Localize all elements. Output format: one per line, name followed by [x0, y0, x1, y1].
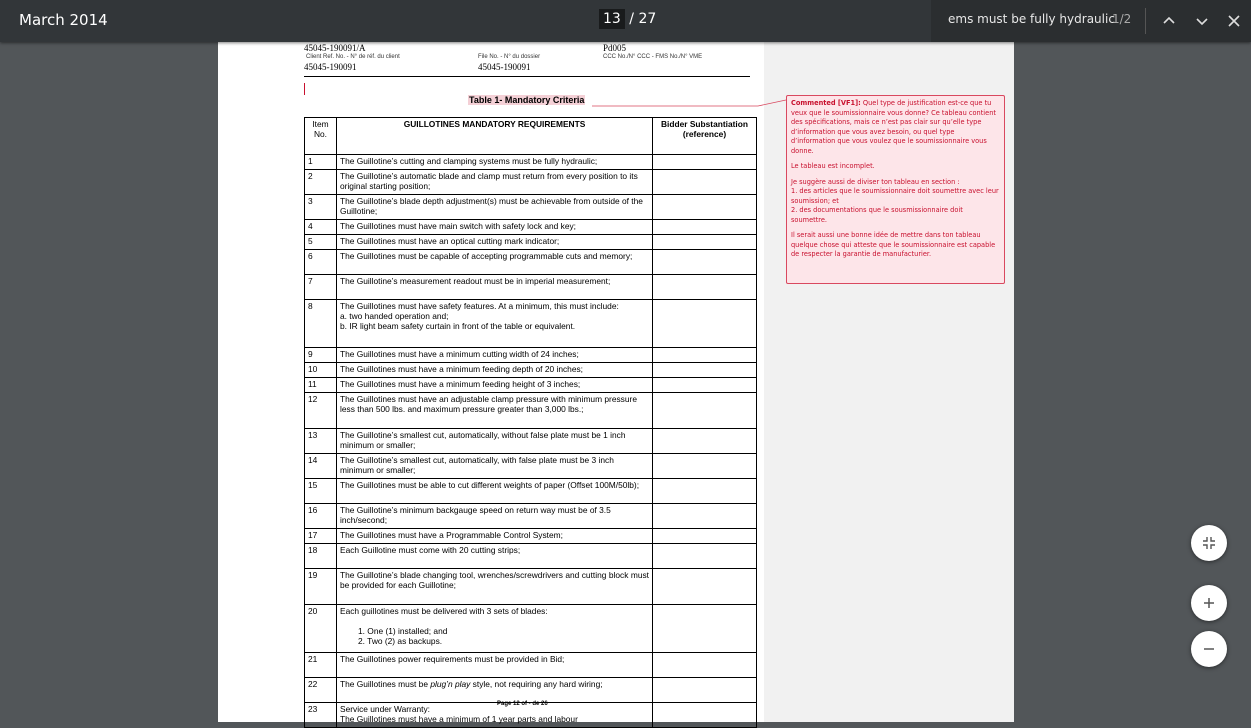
col-requirements-header: GUILLOTINES MANDATORY REQUIREMENTS — [337, 118, 653, 155]
bidder-substantiation-cell[interactable] — [653, 195, 757, 220]
requirement-main: The Guillotines power requirements must be provided in Bid; — [340, 654, 565, 664]
item-number: 6 — [305, 250, 337, 275]
item-number: 5 — [305, 235, 337, 250]
find-bar — [931, 0, 1251, 42]
bidder-substantiation-cell[interactable] — [653, 504, 757, 529]
zoom-in-button[interactable] — [1191, 585, 1227, 621]
requirement-main: The Guillotine’s blade changing tool, wrenches/screwdrivers and cutting block must be provided for each Guillotine; — [340, 570, 649, 591]
item-number: 21 — [305, 653, 337, 678]
bidder-substantiation-cell[interactable] — [653, 479, 757, 504]
zoom-out-icon — [1201, 641, 1217, 657]
bidder-substantiation-cell[interactable] — [653, 275, 757, 300]
item-number: 22 — [305, 678, 337, 703]
chevron-up-icon — [1161, 13, 1177, 29]
fit-to-page-button[interactable] — [1191, 525, 1227, 561]
table-row — [305, 678, 757, 703]
requirement-main: The Guillotine’s measurement readout must be in imperial measurement; — [340, 276, 611, 286]
requirement-text — [337, 529, 653, 544]
comment-paragraph-3a: Je suggère aussi de diviser ton tableau en section : — [791, 177, 960, 186]
comment-paragraph-3b: 1. des articles que le soumissionnaire doit soumettre avec leur soumission; et — [791, 187, 999, 205]
bidder-substantiation-cell[interactable] — [653, 605, 757, 653]
item-number: 9 — [305, 348, 337, 363]
comment-author: Commented [VF1]: — [791, 99, 861, 107]
requirement-main: The Guillotines must be able to cut different weights of paper (Offset 100M/50lb); — [340, 480, 640, 490]
requirement-main: The Guillotines must have a Programmable Control System; — [340, 530, 563, 540]
requirement-sub-b: 2. Two (2) as backups. — [358, 636, 443, 647]
requirement-text — [337, 363, 653, 378]
requirement-text — [337, 703, 653, 728]
item-number: 19 — [305, 569, 337, 605]
table-row — [305, 653, 757, 678]
requirement-italic: plug’n play — [430, 679, 471, 689]
page-indicator — [599, 9, 656, 29]
item-number: 4 — [305, 220, 337, 235]
requirement-sub-b: b. IR light beam safety curtain in front of the table or equivalent. — [340, 321, 576, 332]
bidder-substantiation-cell[interactable] — [653, 653, 757, 678]
fit-to-page-icon — [1201, 535, 1217, 551]
requirement-text — [337, 479, 653, 504]
requirement-main: The Guillotines must be — [340, 679, 431, 689]
bidder-substantiation-cell[interactable] — [653, 170, 757, 195]
table-row — [305, 605, 757, 653]
item-number: 7 — [305, 275, 337, 300]
bidder-substantiation-cell[interactable] — [653, 529, 757, 544]
requirement-text — [337, 275, 653, 300]
comment-paragraph-4: Il serait aussi une bonne idée de mettre dans ton tableau quelque chose qui atteste que le soumissionnaire est capable de respecter la garantie de manufacturier. — [791, 231, 996, 258]
requirement-text — [337, 235, 653, 250]
requirement-text — [337, 378, 653, 393]
item-number: 11 — [305, 378, 337, 393]
requirement-text — [337, 569, 653, 605]
bidder-substantiation-cell[interactable] — [653, 300, 757, 348]
table-caption: Table 1- Mandatory Criteria — [469, 95, 585, 105]
divider — [1145, 8, 1146, 34]
requirement-main: The Guillotines must have safety features. At a minimum, this must include: — [340, 301, 619, 311]
text-cursor — [304, 83, 305, 95]
requirement-text — [337, 429, 653, 454]
item-number: 14 — [305, 454, 337, 479]
table-row — [305, 544, 757, 569]
requirement-text — [337, 300, 653, 348]
page-footer: Page 12 of - de 26 — [497, 701, 548, 707]
table-row — [305, 170, 757, 195]
requirement-main: The Guillotine’s automatic blade and clamp must return from every position to its original starting position; — [340, 171, 638, 192]
requirement-text — [337, 504, 653, 529]
item-number: 15 — [305, 479, 337, 504]
table-row — [305, 275, 757, 300]
requirement-text — [337, 454, 653, 479]
col-bidder-header: Bidder Substantiation (reference) — [653, 118, 757, 155]
bidder-substantiation-cell[interactable] — [653, 678, 757, 703]
requirement-main: Service under Warranty: — [340, 704, 430, 714]
bidder-substantiation-cell[interactable] — [653, 250, 757, 275]
requirement-rest: style, not requiring any hard wiring; — [470, 679, 603, 689]
item-number: 20 — [305, 605, 337, 653]
bidder-substantiation-cell[interactable] — [653, 235, 757, 250]
requirement-main: Each Guillotine must come with 20 cutting strips; — [340, 545, 521, 555]
requirement-main: The Guillotine’s cutting and clamping systems must be fully hydraulic; — [340, 156, 598, 166]
bidder-substantiation-cell[interactable] — [653, 220, 757, 235]
ccc-label: CCC No./N° CCC - FMS No./N° VME — [603, 54, 703, 60]
find-match-count: 1/2 — [1112, 12, 1132, 26]
item-number: 23 — [305, 703, 337, 728]
requirement-text — [337, 155, 653, 170]
find-close-button[interactable] — [1221, 8, 1247, 34]
requirement-text — [337, 653, 653, 678]
table-row — [305, 393, 757, 429]
col-item-header: Item No. — [305, 118, 337, 155]
comment-paragraph-3c: 2. des documentations que le sousmissionnaire doit soumettre. — [791, 206, 963, 224]
table-row — [305, 479, 757, 504]
table-row — [305, 429, 757, 454]
client-ref-value-2: 45045-190091 — [304, 62, 357, 72]
table-row — [305, 195, 757, 220]
table-row — [305, 504, 757, 529]
requirement-text — [337, 220, 653, 235]
table-row — [305, 250, 757, 275]
table-row — [305, 378, 757, 393]
requirement-main: The Guillotines must have an optical cutting mark indicator; — [340, 236, 560, 246]
document-title: March 2014 — [19, 11, 108, 29]
viewer-toolbar — [0, 0, 1251, 42]
bidder-substantiation-cell[interactable] — [653, 155, 757, 170]
comment-paragraph-2: Le tableau est incomplet. — [791, 162, 875, 170]
client-ref-value: 45045-190091/A — [304, 43, 366, 53]
client-ref-label: Client Ref. No. - N° de réf. du client — [306, 54, 400, 60]
requirement-sub-a: 1. One (1) installed; and — [358, 626, 448, 637]
header-rule — [304, 76, 750, 77]
requirement-main: The Guillotines must be capable of accepting programmable cuts and memory; — [340, 251, 633, 261]
requirement-text — [337, 195, 653, 220]
comment-paragraph-1: Quel type de justification est-ce que tu veux que le soumissionnaire vous donne? Ce tableau contient des spécifications, mais ce n’est pas clair sur qu’elle type d’information que vous avez besoin, ou quel type d’information que vous voulez que le soumissionnaire vous donne. — [791, 99, 996, 155]
find-input[interactable]: ems must be fully hydraulic — [948, 12, 1115, 26]
requirements-table — [304, 117, 757, 728]
requirement-main: The Guillotine’s minimum backgauge speed on return way must be of 3.5 inch/second; — [340, 505, 611, 526]
item-number: 16 — [305, 504, 337, 529]
requirement-main: The Guillotine’s smallest cut, automatically, without false plate must be 1 inch minimum or smaller; — [340, 430, 626, 451]
bidder-substantiation-cell[interactable] — [653, 363, 757, 378]
requirement-main: The Guillotines must have an adjustable clamp pressure with minimum pressure less than 500 lbs. and maximum pressure greater than 3,000 lbs.; — [340, 394, 637, 415]
requirement-main: The Guillotine’s smallest cut, automatically, with false plate must be 3 inch minimum or smaller; — [340, 455, 614, 476]
requirement-sub-a: a. two handed operation and; — [340, 311, 449, 322]
table-row — [305, 454, 757, 479]
zoom-in-icon — [1201, 595, 1217, 611]
requirement-main: The Guillotines must have main switch with safety lock and key; — [340, 221, 576, 231]
file-value-2: 45045-190091 — [478, 62, 531, 72]
table-row — [305, 155, 757, 170]
requirement-sub-a: The Guillotines must have a minimum of 1 year parts and labour — [340, 714, 578, 725]
table-row — [305, 348, 757, 363]
close-icon — [1226, 13, 1242, 29]
bidder-substantiation-cell[interactable] — [653, 569, 757, 605]
requirement-text — [337, 348, 653, 363]
requirement-text — [337, 393, 653, 429]
item-number: 1 — [305, 155, 337, 170]
requirement-text — [337, 544, 653, 569]
item-number: 17 — [305, 529, 337, 544]
requirement-text — [337, 250, 653, 275]
table-header-row — [305, 118, 757, 155]
requirement-main: The Guillotines must have a minimum feeding depth of 20 inches; — [340, 364, 584, 374]
bidder-substantiation-cell[interactable] — [653, 544, 757, 569]
table-row — [305, 529, 757, 544]
bidder-substantiation-cell[interactable] — [653, 348, 757, 363]
requirement-main: Each guillotines must be delivered with 3 sets of blades: — [340, 606, 548, 616]
bidder-substantiation-cell[interactable] — [653, 393, 757, 429]
item-number: 18 — [305, 544, 337, 569]
bidder-substantiation-cell[interactable] — [653, 703, 757, 728]
item-number: 3 — [305, 195, 337, 220]
file-label: File No. - N° du dossier — [478, 54, 541, 60]
requirement-main: The Guillotines must have a minimum cutting width of 24 inches; — [340, 349, 579, 359]
bidder-substantiation-cell[interactable] — [653, 378, 757, 393]
table-row — [305, 569, 757, 605]
requirement-text — [337, 678, 653, 703]
requirement-text — [337, 605, 653, 653]
requirement-main: The Guillotine’s blade depth adjustment(s) must be achievable from outside of the Guillotine; — [340, 196, 643, 217]
item-number: 2 — [305, 170, 337, 195]
comment-connector — [590, 95, 790, 115]
item-number: 12 — [305, 393, 337, 429]
requirement-text — [337, 170, 653, 195]
table-row — [305, 235, 757, 250]
chevron-down-icon — [1194, 13, 1210, 29]
current-page-input[interactable]: 13 — [599, 9, 625, 29]
table-row — [305, 363, 757, 378]
table-row — [305, 300, 757, 348]
spacer — [340, 616, 649, 626]
item-number: 13 — [305, 429, 337, 454]
zoom-out-button[interactable] — [1191, 631, 1227, 667]
total-pages: / 27 — [629, 11, 657, 27]
requirement-main: The Guillotines must have a minimum feeding height of 3 inches; — [340, 379, 581, 389]
file-value: Pd005 — [603, 43, 627, 53]
item-number: 8 — [305, 300, 337, 348]
find-next-button[interactable] — [1189, 8, 1215, 34]
comment-balloon[interactable] — [786, 95, 1005, 284]
find-previous-button[interactable] — [1156, 8, 1182, 34]
item-number: 10 — [305, 363, 337, 378]
table-row — [305, 220, 757, 235]
bidder-substantiation-cell[interactable] — [653, 454, 757, 479]
table-body — [305, 155, 757, 728]
bidder-substantiation-cell[interactable] — [653, 429, 757, 454]
